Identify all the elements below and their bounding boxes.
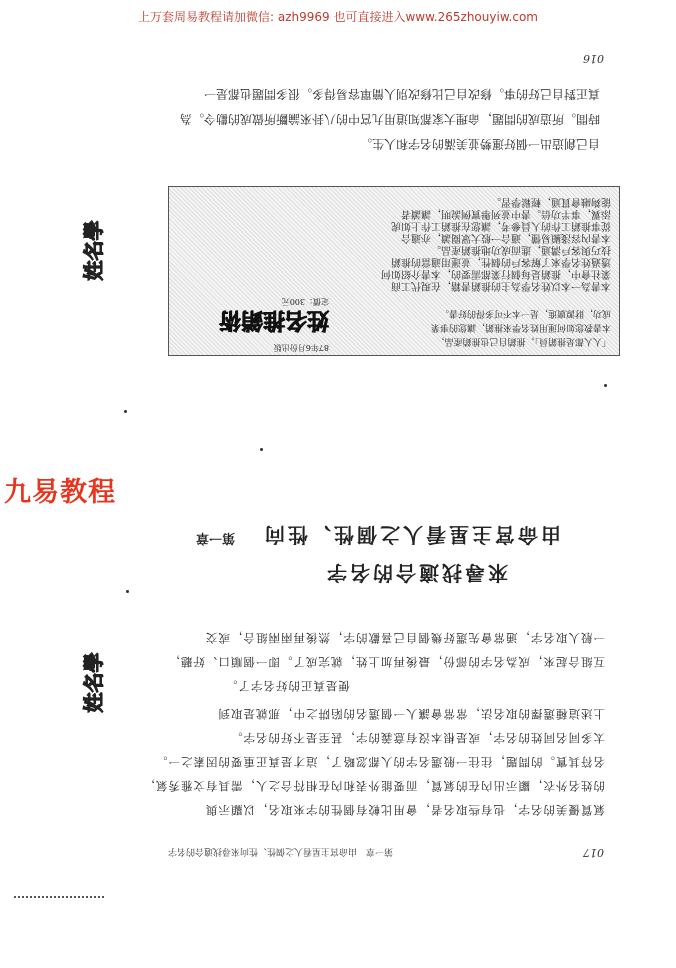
scan-artifact-dotted-line xyxy=(14,896,104,898)
ad-subtitle: 87年6月份出版 xyxy=(273,343,329,352)
ad-title: 姓名推銷術 xyxy=(218,307,329,332)
ad-line: 技巧與客戶溝通，進而成功地推銷產品。 xyxy=(431,244,611,255)
chapter-label: 第一章 xyxy=(196,530,236,545)
text-line: 真正對自己好的事。修改自己比修改別人簡單容易得多。很多問題也都是一 xyxy=(203,87,600,101)
logo-top: 姓名學 xyxy=(81,220,106,281)
scan-speck xyxy=(260,448,263,451)
ad-price: 定價：300元 xyxy=(281,297,329,306)
ad-line: 透過姓名學來了解客戶的個性，並運用適當的推銷 xyxy=(391,256,611,267)
ad-line: 從事推銷工作的人員參考，讓您在推銷工作上如虎 xyxy=(391,220,611,231)
advertisement-box xyxy=(168,186,620,356)
ad-line: 「人人都是推銷員」，推銷自己也推銷產品， xyxy=(435,336,611,346)
body-line: 太多同名同姓的名字，或是根本沒有意義的字，甚至是不好的名字。 xyxy=(230,731,605,745)
chapter-title-line1: 由命宮主星看人之個性、性向 xyxy=(262,523,561,547)
body-line: 上述這種選擇的取名法，常常會讓人一個選名的陷阱之中，那就是取到 xyxy=(217,707,605,721)
body-line: 氣質優美的名字，也有些取名者，會用比較有個性的字來取名，以顯示與 xyxy=(205,803,605,817)
text-line: 時間。所造成的問題，命理大家都知道用九宮中的八卦來論斷所做成的勸令。為 xyxy=(179,112,600,126)
body-line: 互組合起來，成為名字的部份，最後再加上姓，就完成了。即一個順口、好聽， xyxy=(167,655,605,669)
page-number-top: 016 xyxy=(583,52,604,65)
ad-line: 能夠融會貫通，輕鬆學習。 xyxy=(491,196,611,207)
text-line: 自己創造出一個好運勢並美滿的名字和人生。 xyxy=(359,137,600,151)
ad-line: 業社會中，推銷是每個行業都需要的，本書介紹如何 xyxy=(381,268,611,279)
scan-speck xyxy=(604,384,607,387)
body-line: 便是真正的好名字了。 xyxy=(225,679,350,693)
ad-line: 本書內容淺顯易懂，適合一般大眾閱讀，亦適合 xyxy=(401,232,611,243)
logo-bottom: 姓名學 xyxy=(81,652,106,713)
scan-speck xyxy=(126,590,129,593)
body-line: 名符其實。的問題，往往一般選名字的人都忽略了，這才是真正重要的因素之一。 xyxy=(155,755,605,769)
watermark-banner: 上万套周易教程请加微信: azh9969 也可直接进入www.265zhouyiw.com xyxy=(138,10,538,24)
ad-line: 添翼，事半功倍。書中並列舉實例說明，讓讀者 xyxy=(401,208,611,219)
brand-overlay: 九易教程 xyxy=(4,477,116,508)
scan-speck xyxy=(124,410,127,413)
page-number-bottom: 017 xyxy=(583,846,604,859)
ad-line: 本書為一本以姓名學為主的推銷書籍，在現代工商 xyxy=(391,280,611,291)
body-line: 一般人取名字，通常會先選好幾個自己喜歡的字，然後再兩兩組合，或交 xyxy=(205,631,605,645)
body-line: 的姓名外衣，顯示出內在的氣質，而要能外表和內在相符合之人，需具有文雅秀氣， xyxy=(142,779,605,793)
ad-inner xyxy=(169,187,619,355)
ad-line: 成功，財源廣進，是一本不可多得的好書。 xyxy=(439,308,611,318)
ad-line: 本書教您如何運用姓名學來推銷，讓您的事業 xyxy=(430,322,611,332)
footer-running-title: 第一章 由命宮主星看人之個性、性向來尋找適合的名字 xyxy=(168,846,394,856)
chapter-title-line2: 來尋找適合的名字 xyxy=(324,561,508,585)
